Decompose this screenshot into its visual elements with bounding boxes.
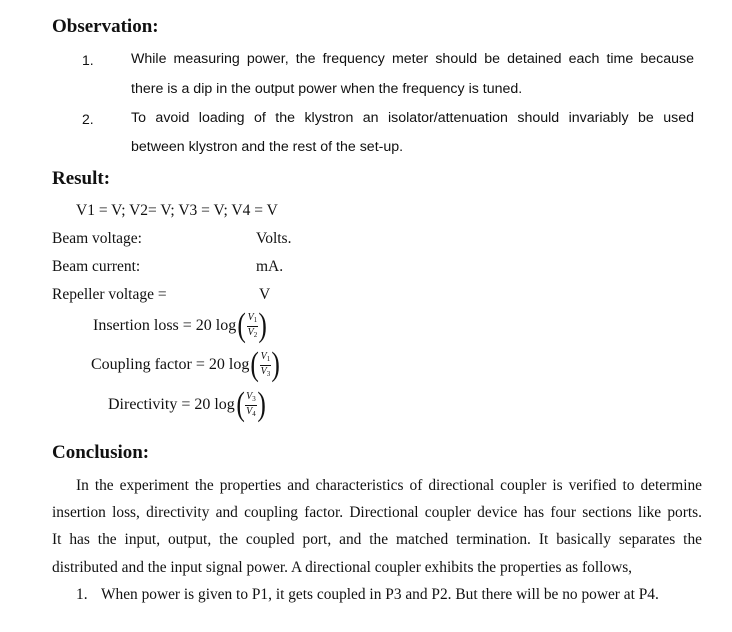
formula-fraction [260, 351, 272, 380]
conclusion-line: In the experiment the properties and characteristics of directional coupler is verified to determine [76, 477, 702, 494]
beam-voltage-unit: Volts. [256, 230, 292, 247]
formula-lhs: Insertion loss = 20 log [93, 317, 237, 334]
result-heading: Result: [52, 168, 111, 189]
insertion-loss-formula [93, 309, 269, 343]
beam-current-label: Beam current: [52, 258, 141, 275]
repeller-voltage-label: Repeller voltage = [52, 286, 167, 303]
conclusion-line: It has the input, output, the coupled port, and the matched termination. It basically separates the [52, 531, 702, 548]
formula-lhs: Coupling factor = 20 log [91, 356, 250, 373]
left-paren: ( [250, 346, 260, 383]
voltages-line: V1 = V; V2= V; V3 = V; V4 = V [76, 202, 278, 219]
directivity-formula [108, 388, 267, 422]
list-item-number: 1. [76, 586, 88, 603]
observation-item-number: 2. [82, 111, 94, 127]
left-paren: ( [236, 386, 245, 423]
fraction-numerator: $V_1$ [260, 351, 272, 366]
beam-voltage-label: Beam voltage: [52, 230, 142, 247]
right-paren: ) [257, 386, 266, 423]
fraction-numerator: $V_3$ [245, 391, 257, 406]
observation-item-line: there is a dip in the output power when the frequency is tuned. [131, 81, 523, 97]
observation-item-line: To avoid loading of the klystron an isolator/attenuation should invariably be used [131, 110, 694, 126]
formula-fraction [247, 312, 259, 341]
formula-fraction [245, 391, 257, 420]
right-paren: ) [258, 307, 268, 344]
formula-lhs: Directivity = 20 log [108, 396, 235, 413]
left-paren: ( [237, 307, 247, 344]
conclusion-line: distributed and the input signal power. A directional coupler exhibits the properties as follows, [52, 559, 633, 576]
conclusion-heading: Conclusion: [52, 442, 150, 463]
observation-item-number: 1. [82, 52, 94, 68]
fraction-denominator: $V_3$ [260, 365, 271, 378]
list-item-text: When power is given to P1, it gets coupled in P3 and P2. But there will be no power at P4. [101, 586, 659, 603]
fraction-denominator: $V_4$ [246, 405, 256, 418]
observation-heading: Observation: [52, 16, 159, 37]
coupling-factor-formula [91, 348, 282, 382]
right-paren: ) [271, 346, 281, 383]
observation-item-line: While measuring power, the frequency meter should be detained each time because [131, 51, 694, 67]
fraction-numerator: $V_1$ [247, 312, 259, 327]
repeller-voltage-unit: V [259, 286, 271, 303]
beam-current-unit: mA. [256, 258, 284, 275]
fraction-denominator: $V_2$ [247, 326, 258, 339]
conclusion-line: insertion loss, directivity and coupling factor. Directional coupler device has four sections like ports. [52, 504, 702, 521]
observation-item-line: between klystron and the rest of the set-up. [131, 139, 404, 155]
